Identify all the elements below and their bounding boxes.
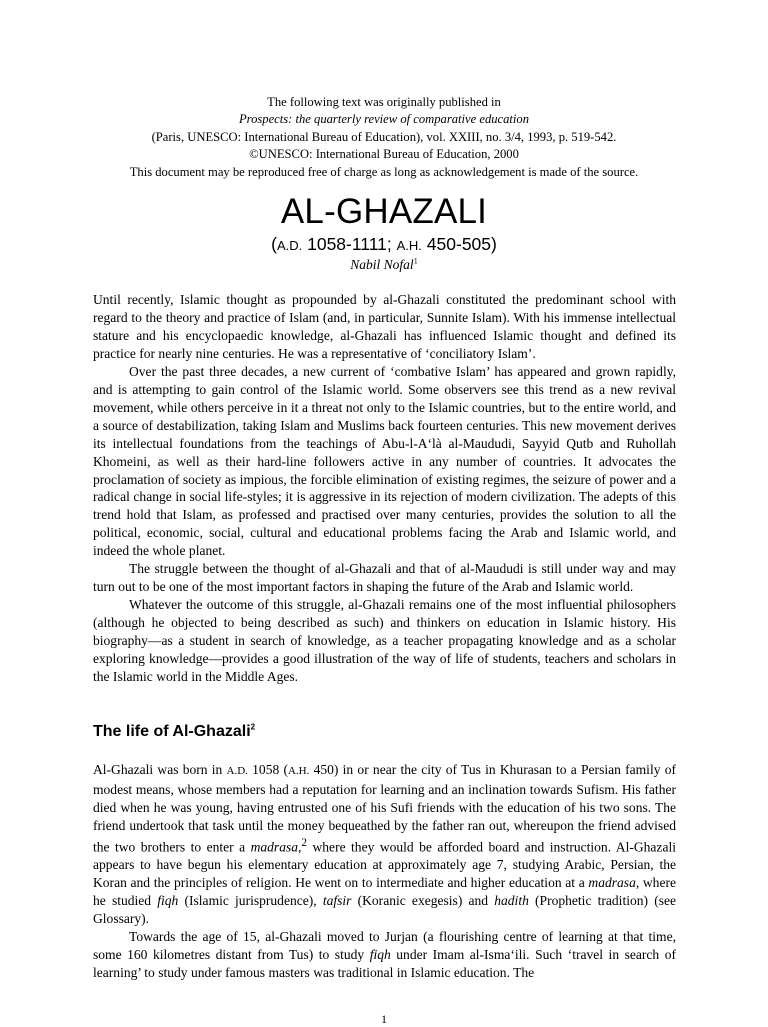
life-paragraph-1: Al-Ghazali was born in A.D. 1058 (A.H. 450) in or near the city of Tus in Khurasan to a Persian family of modest means, whose members had a reputation for learning and an inclination towards Sufism. His father died when he was young, having entrusted one of his Sufi friends with the education of his two sons. The friend undertook that task until the money bequeathed by the father ran out, whereupon the friend advised the two brothers to enter a madrasa,$^2$ where they would be afforded board and instruction. Al-Ghazali appears to have begun his elementary education at approximately age 7, studying Arabic, Persian, the Koran and the principles of religion. He went on to intermediate and higher education at a madrasa, where he studied fiqh (Islamic jurisprudence), tafsir (Koranic exegesis) and hadith (Prophetic tradition) (see Glossary). <box>93 762 677 927</box>
section-heading <box>93 722 255 742</box>
publication-details: (Paris, UNESCO: International Bureau of Education), vol. XXIII, no. 3/4, 1993, p. 519-542. <box>151 129 617 144</box>
text-run: Towards the age of 15, al-Ghazali moved to Jurjan (a flourishing centre of learning at that time, some 160 kilometres distant from Tus) to study <box>93 929 676 963</box>
text-run: where they would be afforded board and instruction. Al-Ghazali appears to have begun his elementary education at approximately age 7, studying Arabic, Persian, the Koran and the principles of religion. He went on to intermediate and higher education at a <box>93 839 676 891</box>
author-byline <box>0 256 768 274</box>
text-run: (Prophetic tradition) (see Glossary). <box>93 893 677 927</box>
journal-title: Prospects: the quarterly review of comparative education <box>238 112 530 127</box>
ah-years: 450-505) <box>421 234 497 254</box>
publication-line: The following text was originally published in <box>267 95 501 109</box>
text-run: 450) in or near the city of Tus in Khurasan to a Persian family of modest means, whose members had a reputation for learning and an inclination towards Sufism. His father died when he was young, having entrusted one of his Sufi friends with the education of his two sons. The friend undertook that task until the money bequeathed by the father ran out, whereupon the friend advised the two brothers to enter a <box>93 762 676 855</box>
text-run: (Koranic exegesis) and <box>351 893 495 909</box>
life-section <box>93 761 676 982</box>
lifespan-dates <box>0 233 768 257</box>
dates-open: ( <box>271 234 277 254</box>
intro-paragraph-4: Whatever the outcome of this struggle, al-Ghazali remains one of the most influential philosophers (although he objected to being described as such) and thinkers on education in Islamic history. His biography—as a student in search of knowledge, as a teacher propagating knowledge and as a scholar exploring knowledge—provides a good illustration of the way of life of students, teachers and scholars in the Islamic world in the Middle Ages. <box>93 597 676 685</box>
copyright-line: ©UNESCO: International Bureau of Education, 2000 <box>249 147 519 162</box>
term-fiqh: fiqh <box>157 893 179 909</box>
section-heading-text: The life of Al-Ghazali <box>93 723 251 740</box>
reproduction-notice: This document may be reproduced free of charge as long as acknowledgement is made of the source. <box>129 164 639 179</box>
ah-label: A.H. <box>396 238 422 253</box>
intro-paragraph-1: Until recently, Islamic thought as propounded by al-Ghazali constituted the predominant school with regard to the theory and practice of Islam (and, in particular, Sunnite Islam). With his immense intellectual stature and his encyclopaedic knowledge, al-Ghazali has influenced Islamic thought and defined its practice for nearly nine centuries. He was a representative of ‘conciliatory Islam’. <box>93 292 676 361</box>
ad-years: 1058-1111; <box>302 234 397 254</box>
text-run: , where he studied <box>93 875 676 909</box>
intro-paragraph-3: The struggle between the thought of al-Ghazali and that of al-Maududi is still under way and may turn out to be one of the most important factors in shaping the future of the Arab and Islamic world. <box>93 561 676 595</box>
text-run: (Islamic jurisprudence), <box>178 893 323 909</box>
term-fiqh: fiqh <box>369 947 391 963</box>
ad-label: A.D. <box>226 765 248 777</box>
intro-paragraph-2: Over the past three decades, a new current of ‘combative Islam’ has appeared and grown rapidly, and is attempting to gain control of the Islamic world. Some observers see this trend as a new revival movement, while others perceive in it a threat not only to the Islamic countries, but to the entire world, and a source of destabilization, taking Islam and Muslims back fourteen centuries. This new movement derives its intellectual foundations from the teachings of Abu-l-A‘là al-Maududi, Sayyid Qutb and Ruhollah Khomeini, as well as their hard-line followers active in any number of countries. It advocates the proclamation of society as impious, the forcible elimination of existing regimes, the seizure of power and a radical change in social life-styles; it is aggressive in its rejection of modern civilization. The adepts of this trend hold that Islam, as professed and practised over many centuries, provides the solution to all the political, economic, social, cultural and educational problems facing the Arab and Islamic world, and indeed the whole planet. <box>93 363 676 559</box>
author-name: Nabil Nofal <box>350 257 414 272</box>
term-madrasa: madrasa <box>588 875 636 891</box>
publication-note <box>60 94 708 181</box>
ah-label: A.H. <box>287 765 310 777</box>
term-tafsir: tafsir <box>322 893 352 909</box>
document-title: AL-GHAZALI <box>280 192 488 231</box>
text-run: Al-Ghazali was born in <box>93 762 227 777</box>
introduction <box>93 291 676 686</box>
life-paragraph-2 <box>93 928 676 982</box>
text-run: under Imam al-Isma‘ili. Such ‘travel in search of learning’ to study under famous masters was traditional in Islamic education. The <box>93 947 676 980</box>
page-number: 1 <box>381 1012 387 1026</box>
author-footnote-ref[interactable]: 1 <box>413 256 418 266</box>
text-run: 1058 ( <box>247 762 288 777</box>
term-madrasa: madrasa <box>250 839 299 855</box>
ad-label: A.D. <box>276 238 303 253</box>
footnote-ref[interactable]: 2 <box>301 836 308 849</box>
section-footnote-ref[interactable]: 2 <box>250 722 256 732</box>
term-hadith: hadith <box>494 893 529 909</box>
